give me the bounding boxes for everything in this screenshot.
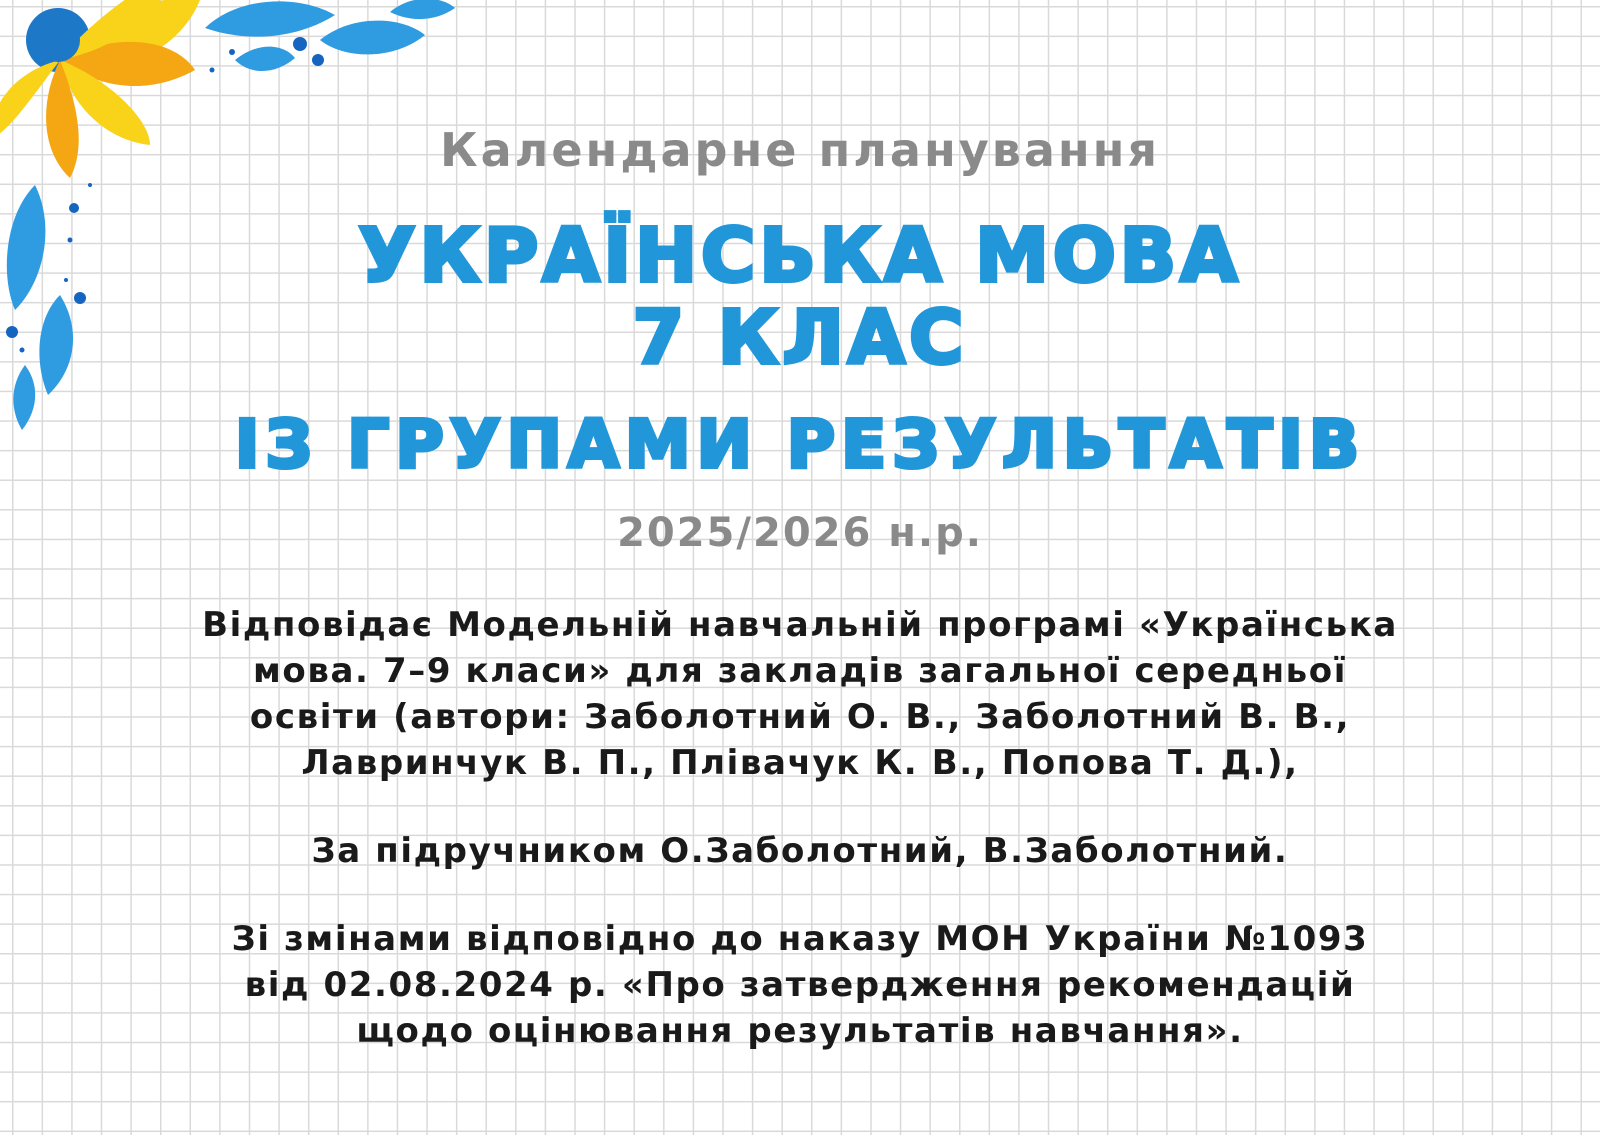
title-results-groups: ІЗ ГРУПАМИ РЕЗУЛЬТАТІВ <box>234 406 1366 483</box>
program-description-line: мова. 7–9 класи» для закладів загальної середньої <box>253 651 1347 691</box>
order-changes-line: щодо оцінювання результатів навчання». <box>356 1011 1244 1051</box>
program-description-line: Відповідає Модельній навчальній програмі «Українська <box>202 605 1398 645</box>
textbook-reference-line: За підручником О.Заболотний, В.Заболотний. <box>311 831 1289 871</box>
order-changes-line: Зі змінами відповідно до наказу МОН України №1093 <box>231 919 1369 959</box>
order-changes-note <box>0 916 1600 1054</box>
title-grade: 7 КЛАС <box>632 295 968 381</box>
program-description <box>0 602 1600 786</box>
program-description-line: Лавринчук В. П., Плівачук К. В., Попова Т. Д.), <box>301 743 1299 783</box>
textbook-reference <box>0 828 1600 874</box>
title-subject: УКРАЇНСЬКА МОВА <box>358 213 1242 299</box>
order-changes-line: від 02.08.2024 р. «Про затвердження рекомендацій <box>244 965 1356 1005</box>
school-year: 2025/2026 н.р. <box>617 510 983 556</box>
program-description-line: освіти (автори: Заболотний О. В., Заболотний В. В., <box>249 697 1351 737</box>
document-subtitle: Календарне планування <box>440 123 1160 177</box>
